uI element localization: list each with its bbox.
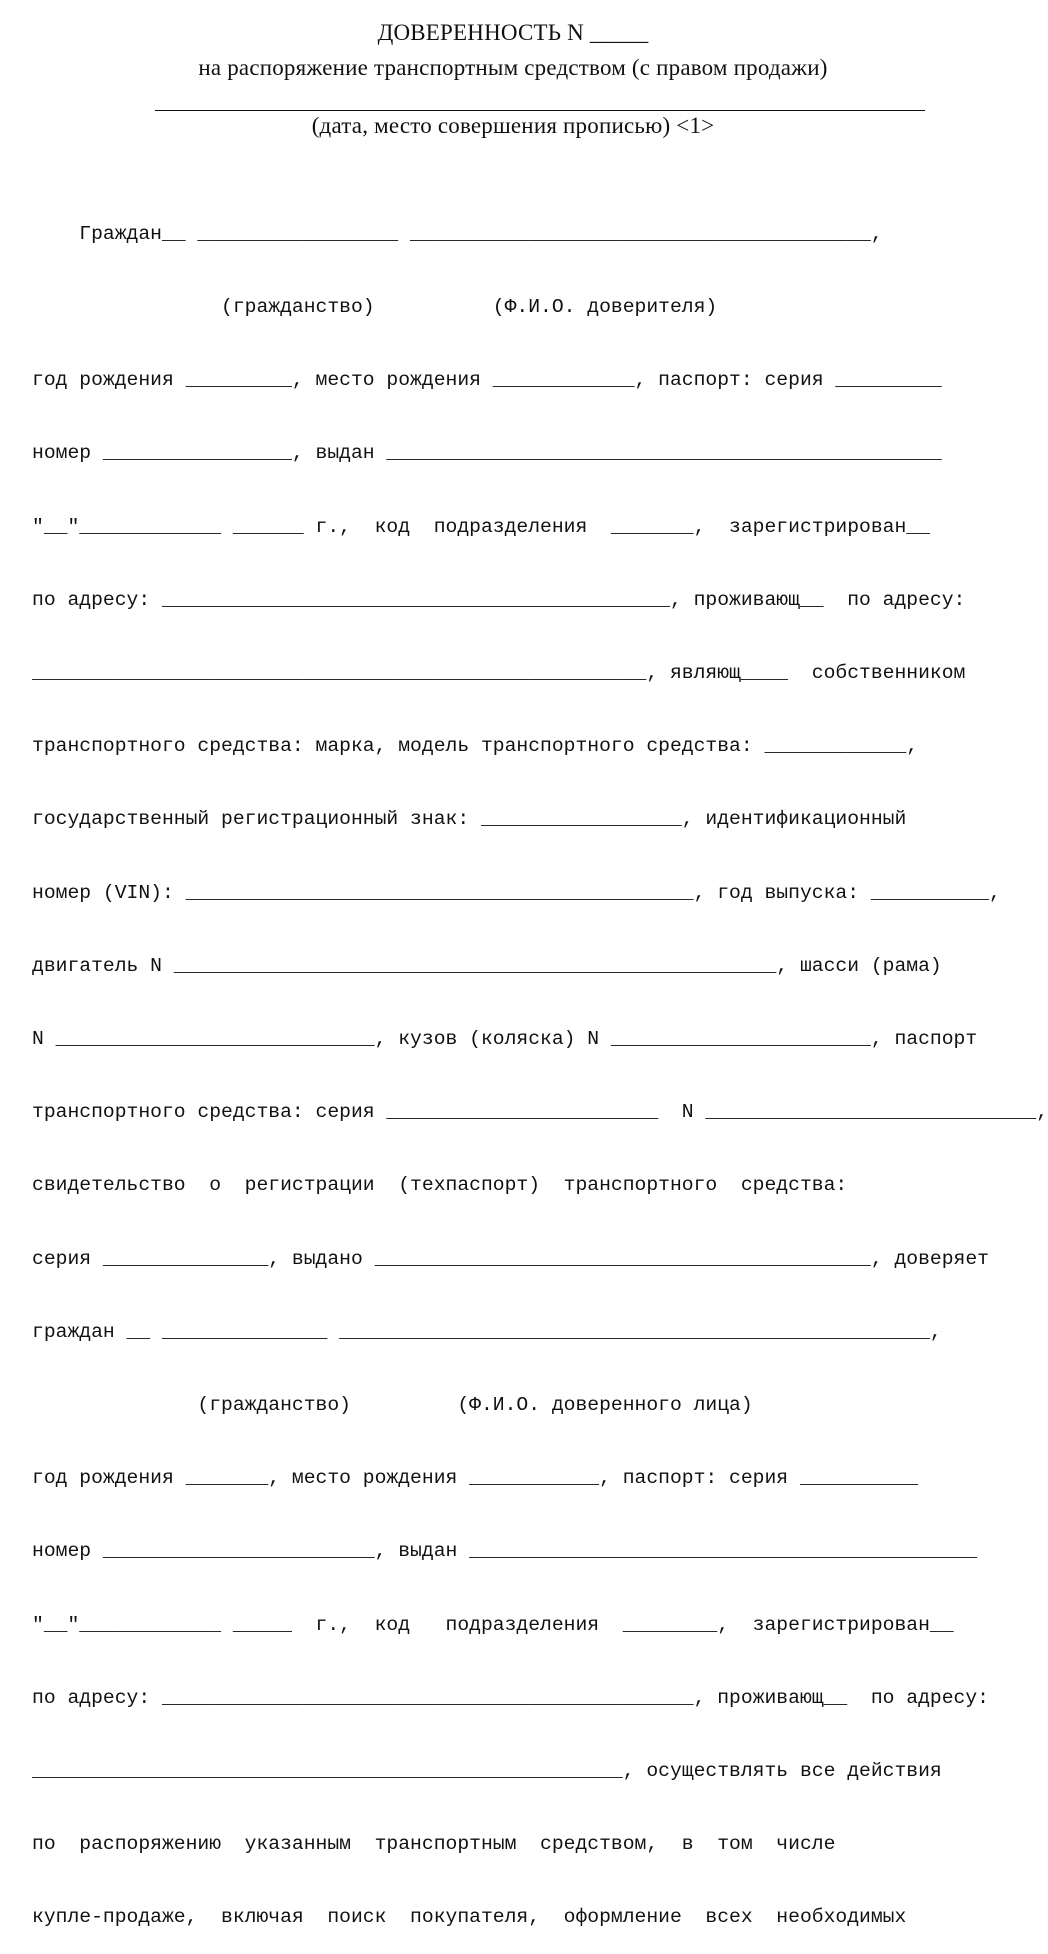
body-line: серия ______________, выдано __________________________________________, доверяет — [32, 1247, 989, 1270]
date-place-caption: (дата, место совершения прописью) <1> — [311, 113, 715, 138]
body-line: (гражданство) (Ф.И.О. доверенного лица) — [32, 1394, 753, 1417]
body-line: "__"____________ _____ г., код подразделения ________, зарегистрирован__ — [32, 1613, 954, 1636]
body-line: граждан __ ______________ __________________________________________________, — [32, 1320, 942, 1343]
document-body — [32, 173, 1048, 1954]
body-line: N ___________________________, кузов (коляска) N ______________________, паспорт — [32, 1028, 978, 1051]
body-line: номер ________________, выдан _______________________________________________ — [32, 442, 942, 465]
body-line: номер _______________________, выдан ___________________________________________ — [32, 1540, 978, 1563]
date-place-blank-line — [155, 94, 925, 111]
body-line: по адресу: ___________________________________________, проживающ__ по адресу: — [32, 588, 966, 611]
body-line: свидетельство о регистрации (техпаспорт) транспортного средства: — [32, 1174, 848, 1197]
body-line: по распоряжению указанным транспортным средством, в том числе — [32, 1833, 836, 1856]
body-line: ____________________________________________________, являющ____ собственником — [32, 662, 966, 685]
body-line: купле-продаже, включая поиск покупателя, оформление всех необходимых — [32, 1906, 907, 1929]
document-subtitle: на распоряжение транспортным средством (с правом продажи) — [198, 55, 828, 80]
body-line: транспортного средства: марка, модель транспортного средства: ____________, — [32, 735, 919, 758]
body-line: "__"____________ ______ г., код подразделения _______, зарегистрирован__ — [32, 515, 930, 538]
document-title: ДОВЕРЕННОСТЬ N _____ — [377, 20, 649, 45]
body-line: транспортного средства: серия _______________________ N ____________________________, — [32, 1101, 1048, 1124]
body-line: по адресу: _____________________________________________, проживающ__ по адресу: — [32, 1686, 989, 1709]
body-line: год рождения _______, место рождения ___________, паспорт: серия __________ — [32, 1467, 919, 1490]
body-line: номер (VIN): ___________________________________________, год выпуска: __________, — [32, 881, 1001, 904]
body-line: государственный регистрационный знак: _________________, идентификационный — [32, 808, 907, 831]
body-line: Граждан__ _________________ _______________________________________, — [32, 222, 883, 245]
body-line: двигатель N ___________________________________________________, шасси (рама) — [32, 954, 942, 977]
body-line: год рождения _________, место рождения ____________, паспорт: серия _________ — [32, 369, 942, 392]
body-line: __________________________________________________, осуществлять все действия — [32, 1760, 942, 1783]
body-line: (гражданство) (Ф.И.О. доверителя) — [32, 296, 718, 319]
